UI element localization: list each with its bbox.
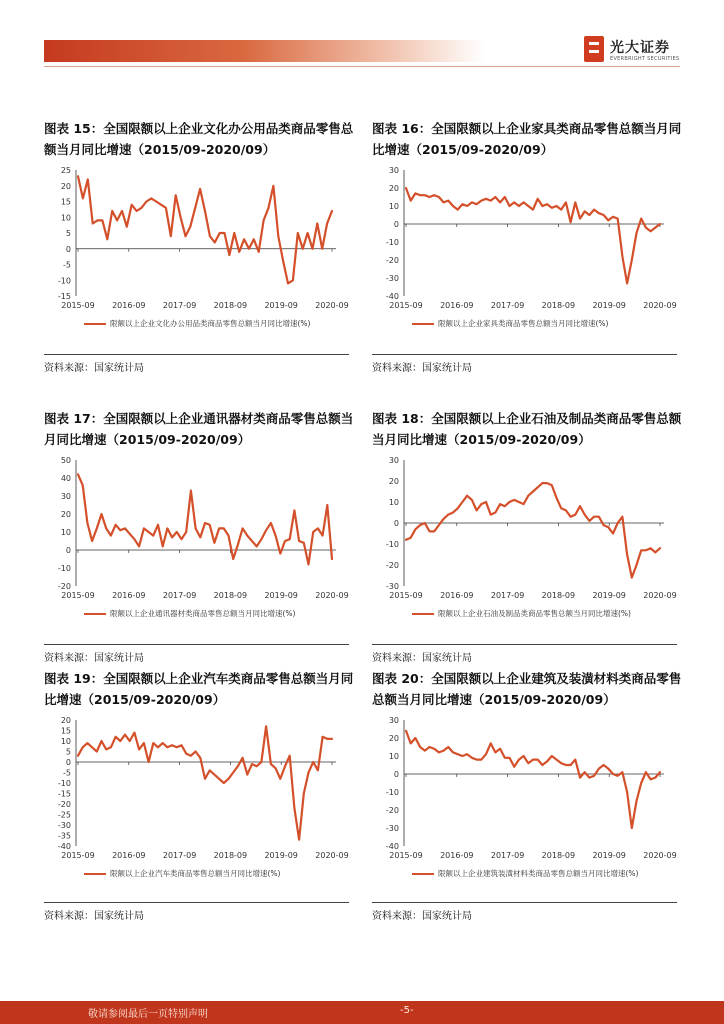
y-tick-label: -25	[57, 810, 71, 820]
x-tick-label: 2016-09	[112, 591, 146, 600]
legend-label: 限额以上企业通讯器材类商品零售总额当月同比增速(%)	[110, 609, 296, 618]
logo-text: 光大证券	[610, 40, 670, 56]
y-tick-label: 10	[60, 737, 71, 746]
footer-notice: 敬请参阅最后一页特别声明	[88, 1009, 208, 1020]
header-divider	[44, 66, 680, 67]
y-tick-label: -10	[385, 540, 399, 549]
chart-title: 图表 19：全国限额以上企业汽车类商品零售总额当月同比增速（2015/09-2020/09）	[44, 671, 354, 707]
chart-legend	[84, 608, 295, 619]
y-tick-label: 50	[60, 456, 71, 465]
chart-legend	[412, 318, 608, 329]
y-tick-label: -10	[57, 779, 71, 788]
chart-panel-19	[44, 668, 354, 922]
logo-subtext: EVERBRIGHT SECURITIES	[610, 56, 680, 62]
x-tick-label: 2018-09	[541, 301, 576, 310]
chart-legend	[84, 868, 280, 879]
source-note: 资料来源：国家统计局	[372, 902, 677, 922]
series-line	[406, 731, 660, 828]
y-tick-label: 0	[65, 758, 71, 767]
chart-area	[44, 454, 354, 618]
y-tick-label: -20	[385, 806, 399, 815]
chart-area	[44, 164, 354, 328]
series-line	[406, 483, 660, 577]
y-tick-label: 15	[60, 726, 71, 736]
x-tick-label: 2018-09	[213, 851, 248, 860]
chart-area	[372, 714, 682, 878]
header-bar	[44, 40, 484, 62]
x-tick-label: 2017-09	[490, 301, 525, 310]
source-note: 资料来源：国家统计局	[372, 354, 677, 374]
legend-label: 限额以上企业石油及制品类商品零售总额当月同比增速(%)	[438, 609, 631, 618]
chart-title: 图表 20：全国限额以上企业建筑及装潢材料类商品零售总额当月同比增速（2015/09-2020/09）	[372, 671, 682, 707]
x-tick-label: 2016-09	[440, 301, 474, 310]
chart-title: 图表 18：全国限额以上企业石油及制品类商品零售总额当月同比增速（2015/09-2020/09）	[372, 411, 682, 447]
x-tick-label: 2020-09	[315, 591, 349, 600]
y-tick-label: 20	[60, 181, 71, 191]
y-tick-label: 10	[388, 202, 399, 211]
y-tick-label: 30	[388, 166, 399, 175]
chart-legend	[412, 608, 631, 619]
y-tick-label: 15	[60, 197, 71, 207]
x-tick-label: 2015-09	[389, 851, 423, 860]
x-tick-label: 2020-09	[643, 851, 677, 860]
chart-legend	[84, 318, 310, 329]
chart-title: 图表 17：全国限额以上企业通讯器材类商品零售总额当月同比增速（2015/09-2020/09）	[44, 411, 354, 447]
legend-swatch	[84, 873, 106, 875]
x-tick-label: 2020-09	[643, 591, 677, 600]
series-line	[78, 176, 332, 283]
y-tick-label: 20	[388, 184, 399, 193]
source-note: 资料来源：国家统计局	[372, 644, 677, 664]
y-tick-label: 5	[65, 747, 71, 757]
series-line	[78, 474, 332, 564]
line-chart	[44, 164, 349, 314]
logo-icon	[584, 36, 604, 62]
x-tick-label: 2018-09	[541, 591, 576, 600]
chart-area	[372, 454, 682, 618]
x-tick-label: 2020-09	[315, 301, 349, 310]
x-tick-label: 2017-09	[490, 851, 525, 860]
legend-swatch	[412, 613, 434, 615]
chart-panel-17	[44, 408, 354, 664]
y-tick-label: 30	[388, 716, 399, 725]
x-tick-label: 2018-09	[541, 851, 576, 860]
y-tick-label: 20	[388, 734, 399, 743]
y-tick-label: 5	[65, 229, 71, 238]
chart-panel-16	[372, 118, 682, 374]
y-tick-label: -20	[57, 800, 71, 809]
x-tick-label: 2017-09	[490, 591, 525, 600]
legend-label: 限额以上企业家具类商品零售总额当月同比增速(%)	[438, 319, 609, 328]
y-tick-label: 0	[393, 519, 399, 528]
line-chart	[372, 454, 677, 604]
x-tick-label: 2018-09	[213, 301, 248, 310]
chart-title: 图表 15：全国限额以上企业文化办公用品类商品零售总额当月同比增速（2015/09-2020/09）	[44, 121, 354, 157]
y-tick-label: -30	[385, 824, 399, 833]
legend-label: 限额以上企业建筑装潢材料类商品零售总额当月同比增速(%)	[438, 869, 639, 878]
y-tick-label: -10	[385, 788, 399, 797]
x-tick-label: 2015-09	[61, 591, 95, 600]
chart-panel-15	[44, 118, 354, 374]
y-tick-label: -35	[57, 831, 71, 841]
legend-swatch	[84, 323, 106, 325]
y-tick-label: 0	[65, 546, 71, 555]
y-tick-label: 30	[388, 456, 399, 465]
legend-swatch	[412, 873, 434, 875]
y-tick-label: -30	[385, 582, 399, 591]
chart-legend	[412, 868, 638, 879]
x-tick-label: 2018-09	[213, 591, 248, 600]
x-tick-label: 2019-09	[592, 301, 626, 310]
y-tick-label: -5	[63, 260, 71, 270]
x-tick-label: 2016-09	[112, 851, 146, 860]
x-tick-label: 2017-09	[162, 851, 197, 860]
source-note: 资料来源：国家统计局	[44, 644, 349, 664]
y-tick-label: -20	[385, 256, 399, 265]
line-chart	[372, 714, 677, 864]
x-tick-label: 2015-09	[389, 301, 423, 310]
y-tick-label: 10	[388, 498, 399, 507]
legend-label: 限额以上企业文化办公用品类商品零售总额当月同比增速(%)	[110, 319, 311, 328]
y-tick-label: -30	[57, 821, 71, 830]
y-tick-label: -20	[385, 561, 399, 570]
y-tick-label: -10	[385, 238, 399, 247]
x-tick-label: 2019-09	[592, 851, 626, 860]
x-tick-label: 2015-09	[389, 591, 423, 600]
y-tick-label: 0	[393, 770, 399, 779]
line-chart	[44, 714, 349, 864]
chart-title: 图表 16：全国限额以上企业家具类商品零售总额当月同比增速（2015/09-2020/09）	[372, 121, 682, 157]
x-tick-label: 2020-09	[315, 851, 349, 860]
source-note: 资料来源：国家统计局	[44, 902, 349, 922]
x-tick-label: 2019-09	[264, 591, 298, 600]
y-tick-label: -10	[57, 564, 71, 573]
y-tick-label: 20	[388, 477, 399, 486]
y-tick-label: -40	[57, 842, 71, 851]
chart-area	[44, 714, 354, 878]
chart-panel-18	[372, 408, 682, 664]
y-tick-label: -5	[63, 768, 71, 778]
x-tick-label: 2017-09	[162, 301, 197, 310]
x-tick-label: 2019-09	[592, 591, 626, 600]
legend-swatch	[412, 323, 434, 325]
x-tick-label: 2016-09	[440, 851, 474, 860]
y-tick-label: 30	[60, 492, 71, 501]
series-line	[406, 188, 660, 283]
legend-label: 限额以上企业汽车类商品零售总额当月同比增速(%)	[110, 869, 281, 878]
x-tick-label: 2020-09	[643, 301, 677, 310]
y-tick-label: -40	[385, 842, 399, 851]
y-tick-label: -40	[385, 292, 399, 301]
x-tick-label: 2015-09	[61, 301, 95, 310]
y-tick-label: 40	[60, 474, 71, 483]
y-tick-label: -15	[57, 292, 71, 301]
legend-swatch	[84, 613, 106, 615]
footer-bar	[0, 1001, 724, 1024]
x-tick-label: 2015-09	[61, 851, 95, 860]
x-tick-label: 2019-09	[264, 301, 298, 310]
y-tick-label: -10	[57, 276, 71, 286]
source-note: 资料来源：国家统计局	[44, 354, 349, 374]
x-tick-label: 2016-09	[440, 591, 474, 600]
chart-area	[372, 164, 682, 328]
x-tick-label: 2016-09	[112, 301, 146, 310]
chart-panel-20	[372, 668, 682, 922]
y-tick-label: -15	[57, 789, 71, 799]
y-tick-label: 20	[60, 716, 71, 725]
x-tick-label: 2019-09	[264, 851, 298, 860]
series-line	[78, 726, 332, 839]
y-tick-label: 25	[60, 166, 71, 175]
page-number: -5-	[400, 1005, 414, 1016]
y-tick-label: 20	[60, 510, 71, 519]
y-tick-label: 0	[65, 244, 71, 254]
line-chart	[372, 164, 677, 314]
line-chart	[44, 454, 349, 604]
brand-logo	[584, 36, 684, 66]
y-tick-label: 10	[60, 528, 71, 537]
y-tick-label: -30	[385, 274, 399, 283]
y-tick-label: -20	[57, 582, 71, 591]
x-tick-label: 2017-09	[162, 591, 197, 600]
y-tick-label: 10	[388, 752, 399, 761]
y-tick-label: 0	[393, 220, 399, 229]
y-tick-label: 10	[60, 213, 71, 223]
